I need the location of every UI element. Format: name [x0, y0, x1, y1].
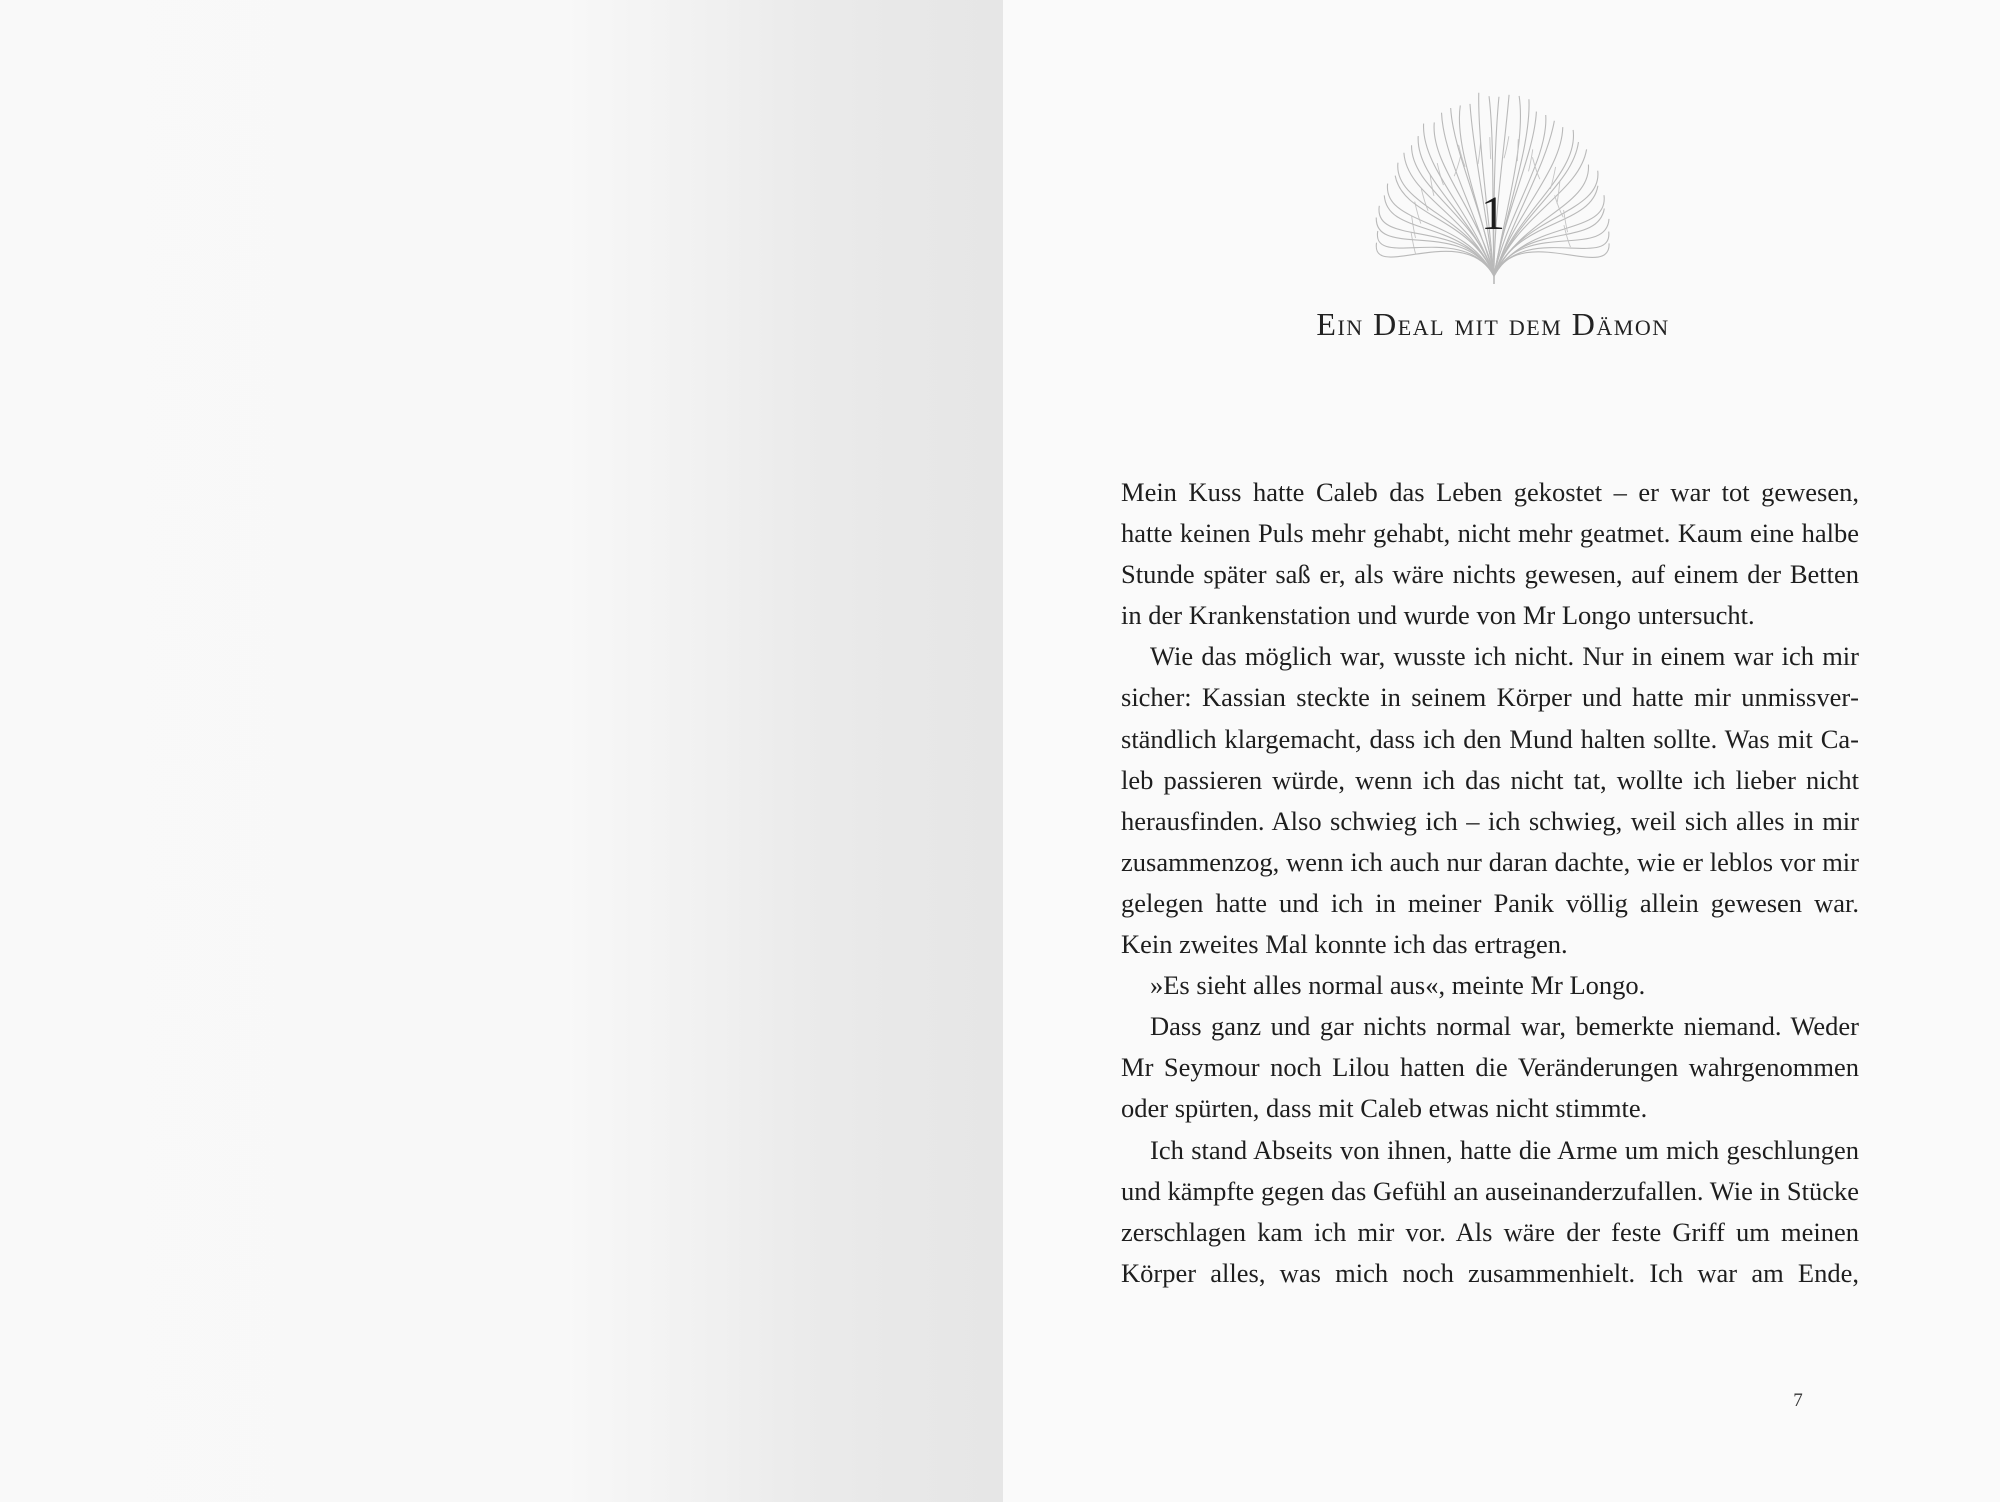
- paragraph: Wie das möglich war, wusste ich nicht. Nur in einem war ich mir sicher: Kassian steckte in seinem Körper und hatte mir unmissverständlich klargemacht, dass ich den Mund halten sollte. Was mit Caleb passieren würde, wenn ich das nicht tat, wollte ich lieber nicht herausfinden. Also schwieg ich – ich schwieg, weil sich alles in mir zusammenzog, wenn ich auch nur daran dachte, wie er leblos vor mir gelegen hatte und ich in meiner Panik völlig allein gewesen war. Kein zweites Mal konnte ich das ertragen.: [1121, 641, 1859, 960]
- paragraph: Ich stand Abseits von ihnen, hatte die Arme um mich geschlungen und kämpfte gegen das Gefühl an auseinanderzufallen. Wie in Stücke zerschlagen kam ich mir vor. Als wäre der feste Griff um meinen Körper alles, was mich noch zusammenhielt. Ich war am Ende,: [1121, 1134, 1859, 1288]
- paragraph: Mein Kuss hatte Caleb das Leben gekostet – er war tot gewesen, hatte keinen Puls mehr gehabt, nicht mehr geatmet. Kaum eine halbe Stunde später saß er, als wäre nichts gewesen, auf einem der Betten in der Krankenstation und wurde von Mr Longo untersucht.: [1121, 477, 1859, 631]
- chapter-number: 1: [1481, 187, 1505, 240]
- chapter-title: Ein Deal mit dem Dämon: [1316, 306, 1670, 342]
- paragraph: »Es sieht alles normal aus«, meinte Mr Longo.: [1150, 970, 1646, 1001]
- page-number: 7: [1793, 1390, 1803, 1411]
- paragraph: Dass ganz und gar nichts normal war, bemerkte niemand. Weder Mr Seymour noch Lilou hatten die Veränderungen wahrgenommen oder spürten, dass mit Caleb etwas nicht stimmte.: [1121, 1011, 1859, 1124]
- body-text: [1121, 472, 1859, 1294]
- right-page: [1003, 0, 2000, 1502]
